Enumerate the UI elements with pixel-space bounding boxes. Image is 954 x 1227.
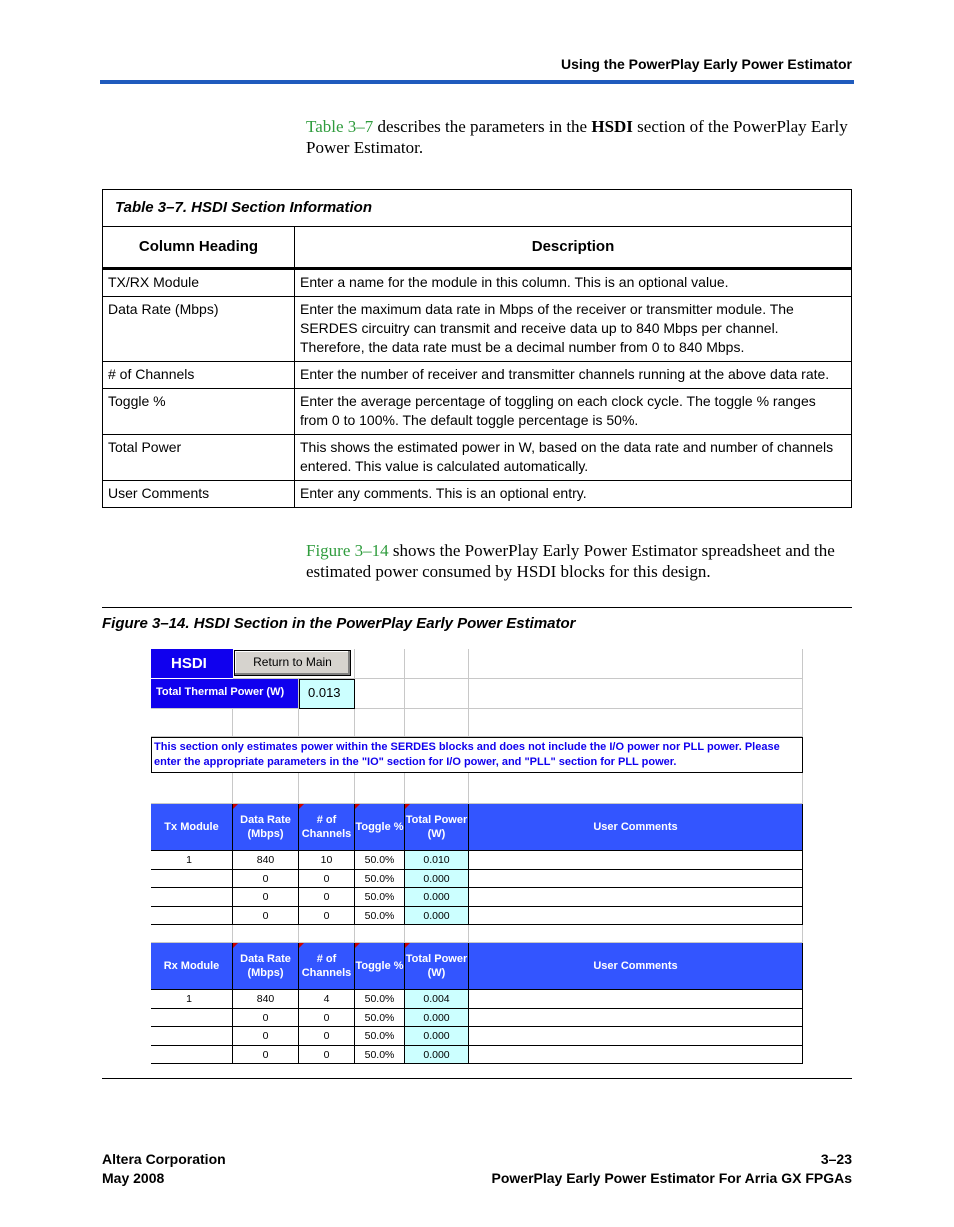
rx-channels-cell[interactable]: 0 — [299, 1009, 355, 1028]
header-label: Data Rate (Mbps) — [240, 814, 291, 840]
row-heading: Data Rate (Mbps) — [103, 297, 295, 362]
footer-right — [492, 1150, 853, 1188]
grid-cell — [355, 925, 405, 943]
table-row — [103, 481, 851, 508]
row-description: Enter the average percentage of toggling on each clock cycle. The toggle % ranges from 0 to 100%. The default toggle percentage is 50%. — [295, 389, 852, 435]
table-row — [103, 389, 851, 435]
rx-user-comments-cell[interactable] — [469, 1009, 803, 1028]
header-label: Rx Module — [163, 960, 220, 972]
tx-toggle-cell[interactable]: 50.0% — [355, 870, 405, 889]
rx-total-power-header — [405, 943, 469, 990]
header-label: User Comments — [593, 821, 678, 833]
figure-intro-paragraph — [306, 540, 852, 582]
intro-text: describes the parameters in the — [373, 117, 592, 136]
rx-module-cell[interactable] — [151, 1027, 233, 1046]
grid-cell — [405, 649, 469, 679]
grid-cell — [151, 709, 233, 737]
header-label: Toggle % — [355, 960, 404, 972]
comment-marker-icon — [355, 804, 360, 809]
comment-marker-icon — [405, 804, 410, 809]
tx-user-comments-cell[interactable] — [469, 907, 803, 926]
grid-cell — [355, 773, 405, 804]
footer-left — [102, 1150, 226, 1188]
footer-company: Altera Corporation — [102, 1151, 226, 1167]
comment-marker-icon — [233, 804, 238, 809]
total-thermal-power-label: Total Thermal Power (W) — [151, 679, 299, 709]
grid-cell — [151, 773, 233, 804]
figure-caption: Figure 3–14. HSDI Section in the PowerPlay Early Power Estimator — [102, 615, 576, 632]
grid-cell — [233, 925, 299, 943]
grid-cell — [469, 925, 803, 943]
intro-text-post: section of the PowerPlay Early Power Estimator. — [306, 117, 848, 157]
header-label: # of Channels — [301, 953, 352, 979]
tx-data-rate-cell[interactable]: 0 — [233, 870, 299, 889]
rx-data-rate-cell[interactable]: 0 — [233, 1027, 299, 1046]
column-heading-header: Column Heading — [103, 227, 295, 269]
grid-cell — [405, 709, 469, 737]
tx-toggle-header — [355, 804, 405, 851]
rx-toggle-cell[interactable]: 50.0% — [355, 990, 405, 1009]
row-description: Enter the maximum data rate in Mbps of the receiver or transmitter module. The SERDES circuitry can transmit and receive data up to 840 Mbps per channel. Therefore, the data rate must be a decimal number from 0 to 840 Mbps. — [295, 297, 852, 362]
return-to-main-button[interactable]: Return to Main — [234, 650, 351, 676]
rx-module-cell[interactable]: 1 — [151, 990, 233, 1009]
row-heading: User Comments — [103, 481, 295, 508]
tx-toggle-cell[interactable]: 50.0% — [355, 888, 405, 907]
row-heading: TX/RX Module — [103, 269, 295, 297]
grid-cell — [355, 679, 405, 709]
row-heading: # of Channels — [103, 362, 295, 389]
rx-toggle-cell[interactable]: 50.0% — [355, 1046, 405, 1065]
table-row — [103, 269, 851, 297]
comment-marker-icon — [233, 943, 238, 948]
grid-cell — [355, 649, 405, 679]
rx-module-cell[interactable] — [151, 1009, 233, 1028]
hsdi-section-label: HSDI — [151, 649, 233, 678]
rx-module-header — [151, 943, 233, 990]
comment-marker-icon — [355, 943, 360, 948]
rx-channels-cell[interactable]: 4 — [299, 990, 355, 1009]
table-row — [103, 297, 851, 362]
intro-paragraph — [306, 116, 852, 158]
tx-user-comments-cell[interactable] — [469, 851, 803, 870]
grid-cell — [233, 649, 355, 679]
tx-module-cell[interactable] — [151, 907, 233, 926]
rx-module-cell[interactable] — [151, 1046, 233, 1065]
grid-cell — [233, 773, 299, 804]
rx-data-rate-cell[interactable]: 0 — [233, 1009, 299, 1028]
rx-total-power-cell: 0.000 — [405, 1027, 469, 1046]
tx-module-cell[interactable]: 1 — [151, 851, 233, 870]
header-rule — [100, 80, 854, 84]
figure-intro-text: shows the PowerPlay Early Power Estimator spreadsheet and the estimated power consumed by HSDI blocks for this design. — [306, 541, 835, 581]
header-label: Data Rate (Mbps) — [240, 953, 291, 979]
row-heading: Total Power — [103, 435, 295, 481]
tx-data-rate-cell[interactable]: 840 — [233, 851, 299, 870]
header-label: User Comments — [593, 960, 678, 972]
running-header: Using the PowerPlay Early Power Estimator — [561, 56, 852, 72]
tx-channels-cell[interactable]: 10 — [299, 851, 355, 870]
tx-total-power-header — [405, 804, 469, 851]
tx-toggle-cell[interactable]: 50.0% — [355, 907, 405, 926]
tx-total-power-cell: 0.010 — [405, 851, 469, 870]
grid-cell — [355, 709, 405, 737]
figure-xref-link[interactable]: Figure 3–14 — [306, 541, 389, 560]
tx-channels-cell[interactable]: 0 — [299, 907, 355, 926]
comment-marker-icon — [405, 943, 410, 948]
comment-marker-icon — [299, 943, 304, 948]
grid-cell — [469, 649, 803, 679]
tx-total-power-cell: 0.000 — [405, 888, 469, 907]
rx-channels-header — [299, 943, 355, 990]
hsdi-info-table — [102, 189, 852, 508]
grid-cell — [405, 925, 469, 943]
rx-channels-cell[interactable]: 0 — [299, 1027, 355, 1046]
tx-module-header — [151, 804, 233, 851]
row-heading: Toggle % — [103, 389, 295, 435]
rx-total-power-cell: 0.000 — [405, 1009, 469, 1028]
tx-user-comments-header — [469, 804, 803, 851]
tx-toggle-cell[interactable]: 50.0% — [355, 851, 405, 870]
table-caption: Table 3–7. HSDI Section Information — [103, 190, 851, 227]
section-note: This section only estimates power within the SERDES blocks and does not include the I/O power nor PLL power. Please enter the appropriate parameters in the "IO" section for I/O power, and "PLL" section for PLL power. — [151, 737, 803, 773]
footer-date: May 2008 — [102, 1170, 165, 1186]
rx-toggle-cell[interactable]: 50.0% — [355, 1027, 405, 1046]
description-header: Description — [295, 227, 852, 269]
row-description: Enter a name for the module in this column. This is an optional value. — [295, 269, 852, 297]
tx-user-comments-cell[interactable] — [469, 888, 803, 907]
tx-data-rate-header — [233, 804, 299, 851]
rx-channels-cell[interactable]: 0 — [299, 1046, 355, 1065]
header-label: Total Power (W) — [405, 814, 468, 840]
rx-user-comments-cell[interactable] — [469, 1027, 803, 1046]
rx-data-rate-cell[interactable]: 840 — [233, 990, 299, 1009]
header-label: Toggle % — [355, 821, 404, 833]
rx-data-rate-cell[interactable]: 0 — [233, 1046, 299, 1065]
tx-user-comments-cell[interactable] — [469, 870, 803, 889]
footer-page-number: 3–23 — [820, 1151, 852, 1167]
rx-user-comments-cell[interactable] — [469, 990, 803, 1009]
header-label: Tx Module — [164, 821, 219, 833]
row-description: Enter any comments. This is an optional entry. — [295, 481, 852, 508]
row-description: Enter the number of receiver and transmitter channels running at the above data rate. — [295, 362, 852, 389]
grid-cell — [469, 773, 803, 804]
rx-toggle-cell[interactable]: 50.0% — [355, 1009, 405, 1028]
grid-cell — [469, 709, 803, 737]
tx-total-power-cell: 0.000 — [405, 870, 469, 889]
grid-cell — [233, 709, 299, 737]
table-xref-link[interactable]: Table 3–7 — [306, 117, 374, 136]
tx-data-rate-cell[interactable]: 0 — [233, 888, 299, 907]
intro-bold: HSDI — [591, 117, 633, 136]
tx-module-cell[interactable] — [151, 888, 233, 907]
figure-top-rule — [102, 607, 852, 608]
rx-total-power-cell: 0.004 — [405, 990, 469, 1009]
tx-channels-cell[interactable]: 0 — [299, 888, 355, 907]
grid-cell — [405, 773, 469, 804]
hsdi-label-cell — [151, 649, 233, 679]
rx-total-power-cell: 0.000 — [405, 1046, 469, 1065]
rx-toggle-header — [355, 943, 405, 990]
grid-cell — [299, 709, 355, 737]
grid-cell — [405, 679, 469, 709]
table-row — [103, 435, 851, 481]
rx-user-comments-cell[interactable] — [469, 1046, 803, 1065]
grid-cell — [151, 925, 233, 943]
comment-marker-icon — [299, 804, 304, 809]
tx-data-rate-cell[interactable]: 0 — [233, 907, 299, 926]
tx-channels-cell[interactable]: 0 — [299, 870, 355, 889]
rx-user-comments-header — [469, 943, 803, 990]
table-row — [103, 362, 851, 389]
tx-total-power-cell: 0.000 — [405, 907, 469, 926]
grid-cell — [469, 679, 803, 709]
row-description: This shows the estimated power in W, based on the data rate and number of channels entered. This value is calculated automatically. — [295, 435, 852, 481]
grid-cell — [299, 925, 355, 943]
header-label: Total Power (W) — [405, 953, 468, 979]
footer-doc-title: PowerPlay Early Power Estimator For Arria GX FPGAs — [491, 1170, 852, 1186]
figure-bottom-rule — [102, 1078, 852, 1079]
total-thermal-power-value: 0.013 — [299, 679, 355, 709]
header-label: # of Channels — [301, 814, 352, 840]
tx-module-cell[interactable] — [151, 870, 233, 889]
rx-data-rate-header — [233, 943, 299, 990]
tx-channels-header — [299, 804, 355, 851]
grid-cell — [299, 773, 355, 804]
